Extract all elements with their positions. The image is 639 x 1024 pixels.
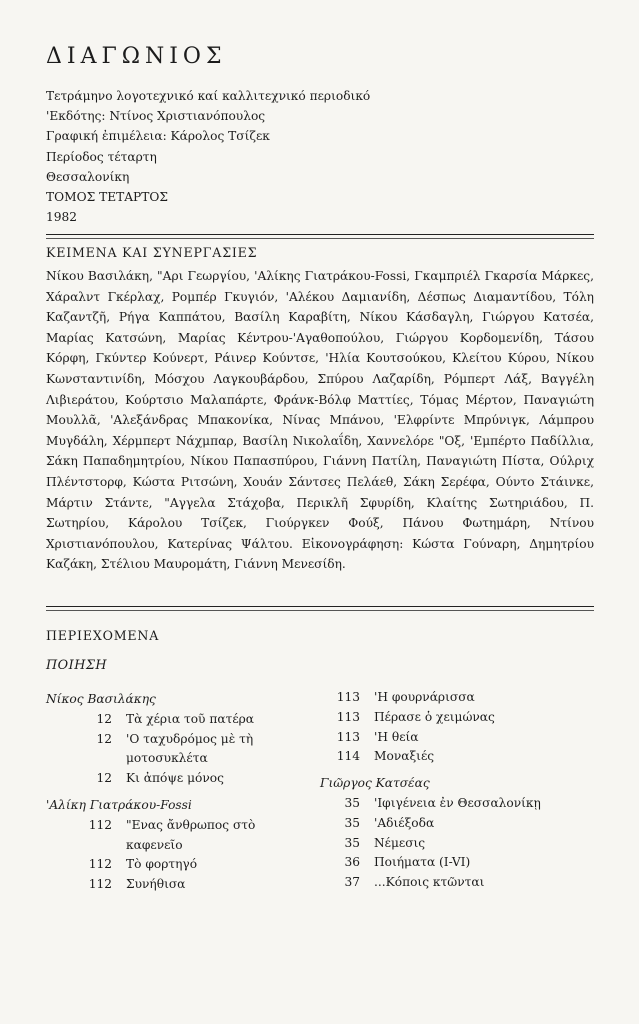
list-item (316, 814, 601, 834)
list-item (46, 875, 316, 895)
poetry-section-heading: ΠΟΙΗΣΗ (46, 658, 108, 673)
imprint-block (46, 86, 370, 227)
imprint-publisher: 'Εκδότης: Ντίνος Χριστιανόπουλος (46, 109, 266, 124)
list-item (316, 794, 601, 814)
list-item (316, 688, 601, 708)
list-item (46, 769, 316, 789)
poem-title-continued: μοτοσυκλέτα (126, 751, 208, 766)
poem-title: Πέρασε ὁ χειμώνας (374, 709, 495, 724)
poem-title: 'Η θεία (374, 729, 419, 744)
poem-title: Συνήθισα (126, 877, 186, 892)
imprint-subtitle: Τετράμηνο λογοτεχνικό καί καλλιτεχνικό περιοδικό (46, 89, 371, 103)
poem-title: Τὸ φορτηγό (126, 857, 198, 872)
poem-title: 'Αδιέξοδα (374, 815, 435, 830)
poem-title: ...Κόποις κτῶνται (374, 875, 485, 890)
page-number: 114 (336, 749, 360, 764)
list-item (46, 730, 316, 750)
author-name: Νίκος Βασιλάκης (46, 692, 156, 706)
page-number: 12 (96, 771, 112, 786)
page-number: 113 (336, 729, 360, 744)
list-item (46, 816, 316, 836)
list-item (46, 710, 316, 730)
author-name: Γιῶργος Κατσέας (320, 776, 430, 791)
list-item (316, 853, 601, 873)
poem-title: Κι ἀπόψε μόνος (126, 771, 224, 786)
list-item (316, 708, 601, 728)
page-number: 12 (96, 731, 112, 746)
poem-title-continued: καφενεῖο (126, 837, 183, 852)
page-number: 12 (96, 711, 112, 726)
journal-title: ΔΙΑΓΩΝΙΟΣ (46, 44, 227, 69)
contents-heading: ΠΕΡΙΕΧΟΜΕΝΑ (46, 628, 160, 643)
page-number: 112 (88, 817, 112, 832)
poem-title: 'Ο ταχυδρόμος μὲ τὴ (126, 731, 254, 746)
list-item (316, 747, 601, 767)
poem-title: 'Ιφιγένεια ἐν Θεσσαλονίκῃ (374, 795, 541, 810)
page-number: 36 (344, 855, 360, 870)
poem-title: Ποιήματα (I-VI) (374, 855, 471, 870)
page-number: 113 (336, 690, 360, 704)
poem-title: 'Η φουρνάρισσα (374, 690, 475, 704)
contents-column-right (316, 688, 601, 893)
divider (46, 234, 594, 235)
page-number: 35 (344, 815, 360, 830)
list-item (316, 873, 601, 893)
author-name: 'Αλίκη Γιατράκου-Fossi (46, 797, 192, 812)
list-item (316, 834, 601, 854)
imprint-volume: ΤΟΜΟΣ ΤΕΤΑΡΤΟΣ (46, 190, 168, 205)
imprint-city: Θεσσαλονίκη (46, 169, 130, 184)
poem-title: "Ενας ἄνθρωπος στὸ (126, 817, 256, 832)
poem-title: Τὰ χέρια τοῦ πατέρα (126, 711, 255, 726)
contributors-list: Νίκου Βασιλάκη, "Αρι Γεωργίου, 'Αλίκης Γιατράκου-Fossi, Γκαμπριέλ Γκαρσία Μάρκες, Χάραλντ Γκέρλαχ, Ρομπέρ Γκυγιόν, 'Αλέκου Δαμιανίδη, Δέσπως Διαμαντίδου, Τόλη Καζαντζῆ, Ρήγα Καππάτου, Βασίλη Καραβίτη, Νίκου Κάσδαγλη, Γιώργου Κατσέα, Μαρίας Κατσώνη, Μαρίας Κέντρου-'Αγαθοπούλου, Γιώργου Κορδομενίδη, Τάσου Κόρφη, Γκύντερ Κούνερτ, Ράινερ Κούντσε, 'Ηλία Κουτσούκου, Κλείτου Κύρου, Νίκου Κωνσταντινίδη, Μόσχου Λαγκουβάρδου, Σπύρου Λαζαρίδη, Ρόμπερτ Λάξ, Βαγγέλη Λιβιεράτου, Κούρτσιο Μαλαπάρτε, Φράνκ-Βόλφ Ματτίες, Τόμας Μέρτον, Παναγιώτη Μουλλᾶ, 'Αλεξάνδρας Μπακονίκα, Νίνας Μπάνου, 'Ελφρίντε Μπρύνιγκ, Λάμπρου Μυγδάλη, Χέρμπερτ Νάχμπαρ, Βασίλη Νικολαΐδη, Χαννελόρε "Οξ, 'Εμπέρτο Παδίλλια, Σάκη Παπαδημητρίου, Νίκου Παπασπύρου, Γιάννη Πατίλη, Παναγιώτη Πίστα, Ούλριχ Πλέντστορφ, Κώστα Ριτσώνη, Χουάν Σάντσες Πελάεθ, Σάκη Σερέφα, Ούντο Στάινκε, Μάρτιν Στάντε, "Αγγελα Στάχοβα, Περικλῆ Σφυρίδη, Κλαίτης Σωτηριάδου, Π. Σωτηρίου, Κάρολου Τσίζεκ, Γιούργκεν Φούξ, Πάνου Φωτημάρη, Ντίνου Χριστιανόπουλου, Κατερίνας Ψάλτου. Εἰκονογράφηση: Κώστα Γούναρη, Δημητρίου Καζάκη, Στέλιου Μαυρομάτη, Γιάννη Μενεσίδη. (46, 269, 594, 572)
page-number: 113 (336, 709, 360, 724)
imprint-design: Γραφική ἐπιμέλεια: Κάρολος Τσίζεκ (46, 129, 270, 144)
imprint-year: 1982 (46, 210, 78, 225)
divider (46, 610, 594, 611)
divider (46, 238, 594, 239)
poem-title: Μοναξιές (374, 749, 435, 764)
divider (46, 606, 594, 607)
list-item (46, 855, 316, 875)
page-number: 112 (88, 877, 112, 892)
poem-title: Νέμεσις (374, 835, 426, 850)
page-number: 112 (88, 857, 112, 872)
contributors-heading: ΚΕΙΜΕΝΑ ΚΑΙ ΣΥΝΕΡΓΑΣΙΕΣ (46, 245, 258, 260)
contents-column-left (46, 690, 316, 895)
page-number: 37 (344, 875, 360, 890)
list-item (316, 728, 601, 748)
page-number: 35 (344, 835, 360, 850)
imprint-period: Περίοδος τέταρτη (46, 149, 157, 164)
page-number: 35 (344, 795, 360, 810)
